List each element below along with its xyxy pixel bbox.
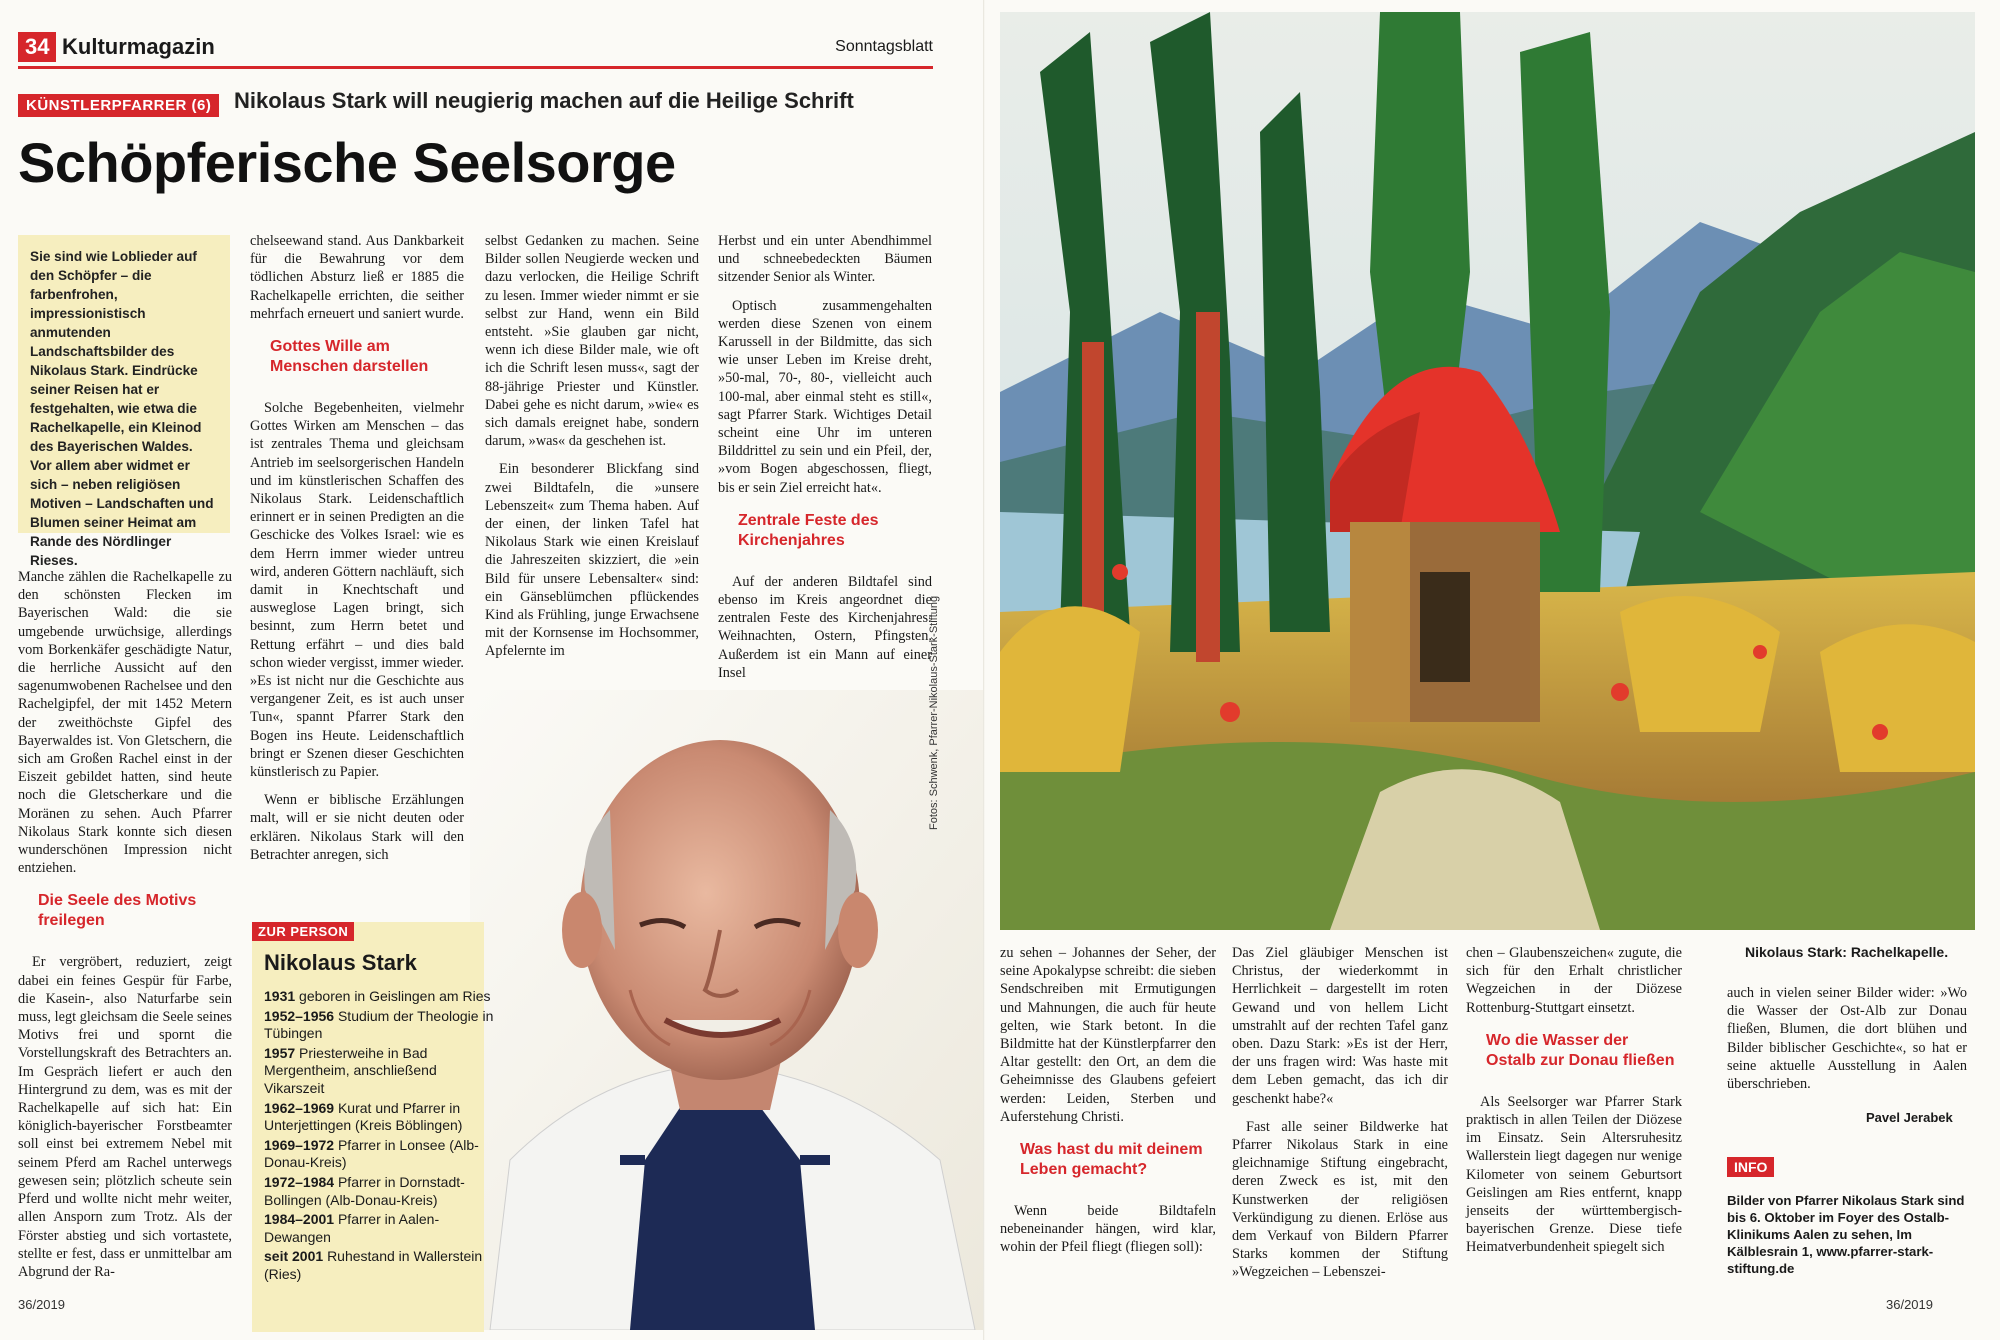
article-column-8 [1727,984,1967,1103]
paragraph: Auf der anderen Bildtafel sind ebenso im Kreis angeordnet die zentralen Feste des Kirchenjahres: Weihnachten, Ostern, Pfingsten. Außerdem ist ein Mann auf einer Insel [718,573,932,681]
timeline-row [264,1248,500,1283]
info-text: Bilder von Pfarrer Nikolaus Stark sind bis 6. Oktober im Foyer des Ostalb-Klinikums Aalen zu sehen, Im Kälblesrain 1, www.pfarrer-stark-stiftung.de [1727,1193,1965,1276]
paragraph: Das Ziel gläubiger Menschen ist Christus, der wiederkommt in Herrlichkeit – dargestellt im roten Gewand und von hellem Licht umstrahlt auf der rechten Tafel ganz oben. Dazu Stark: »Es ist der Herr, der uns fragen wird: Was haste mit dem Leben gemacht, das ich dir geschenkt habe?« [1232,945,1448,1107]
paragraph: auch in vielen seiner Bilder wider: »Wo die Wasser der Ost-Alb zur Donau fließen, Blumen, die dort blühen und Bilder biblischer Geschichte«, so hat er seine aktuelle Ausstellung in Aalen überschrieben. [1727,985,1967,1093]
timeline-year: 1957 [264,1044,296,1061]
intro-box: Sie sind wie Loblieder auf den Schöpfer – die farbenfrohen, impressionistisch anmutenden Landschaftsbilder des Nikolaus Stark. Eindrücke seiner Reisen hat er festgehalten, wie etwa die Rachelkapelle, ein Kleinod des Bayerischen Waldes. Vor allem aber widmet er sich – neben religiösen Motiven – Landschaften und Blumen seiner Heimat am Rande des Nördlinger Rieses. [18,235,230,533]
page-number: 34 [18,32,56,62]
subheading: Gottes Wille am Menschen darstellen [270,338,429,376]
timeline-year: 1962–1969 [264,1099,335,1116]
section-title: Kulturmagazin [62,34,215,59]
article-column-7 [1466,944,1682,1267]
subheading: Zentrale Feste des Kirchenjahres [738,511,879,549]
paragraph: Wenn beide Bildtafeln nebeneinander hängen, wird klar, wohin der Pfeil fliegt (fliegen soll): [1000,1203,1216,1256]
article-column-2 [250,232,464,874]
paragraph: Herbst und ein unter Abendhimmel und schneebedeckten Bäumen sitzender Senior als Winter. [718,233,932,286]
timeline-year: seit 2001 [264,1248,324,1265]
article-subtitle: Nikolaus Stark will neugierig machen auf die Heilige Schrift [234,88,854,113]
issue-number-right: 36/2019 [1886,1297,1933,1312]
article-column-6 [1232,944,1448,1292]
left-page [0,0,985,1340]
article-column-4 [718,232,932,692]
timeline-row [264,1100,500,1135]
portrait-photo [470,690,985,1330]
paragraph: Als Seelsorger war Pfarrer Stark praktisch in allen Teilen der Diözese im Einsatz. Sein Altersruhesitz Wallerstein liegt dagegen nur wenige Kilometer von seinem Geburtsort Geislingen am Ries entfernt, knapp jenseits der württembergisch-bayerischen Grenze. Diese tiefe Heimatverbundenheit spiegelt sich [1466,1093,1682,1256]
painting-caption: Nikolaus Stark: Rachelkapelle. [1745,944,1949,960]
paragraph: selbst Gedanken zu machen. Seine Bilder sollen Neugierde wecken und dazu verlocken, die Heilige Schrift zu lesen. Immer wieder nimmt er sie selbst zur Hand, wenn ein Bild entsteht. »Sie glauben gar nicht, wenn ich diese Bilder male, wie oft ich die Schrift lesen muss«, sagt der 88-jährige Priester und Künstler. Dabei gehe es nicht darum, »wie« es sich damals ereignet habe, sondern darum, »was« da geschehen ist. [485,233,699,450]
timeline-year: 1931 [264,988,296,1004]
timeline-text: Pfarrer in Dornstadt-Bollingen (Alb-Donau-Kreis) [264,1173,465,1208]
portrait-image [470,690,985,1330]
paragraph: Solche Begebenheiten, vielmehr Gottes Wirken am Menschen – das ist zentrales Thema und gleichsam Antrieb im seelsorgerischen Handeln und im künstlerischen Schaffen des Nikolaus Stark. Leidenschaftlich erinnert er in seinen Predigten an die Geschicke des Volkes Israel: wie es dem Herrn immer wieder untreu wird, anderen Göttern nachläuft, sich damit in Knechtschaft und ausweglose Lagen bringt, sich besinnt, zum Herrn betet und Rettung erfährt – und dies bald schon wieder vergisst, immer wieder. »Es ist nicht nur die Geschichte aus vergangener Zeit, es ist auch unser Tun«, spannt Pfarrer Stark den Bogen ins Heute. Leidenschaftlich bringt er Szenen dieser Geschichten künstlerisch zu Papier. [250,400,464,781]
timeline-text: Pfarrer in Lonsee (Alb-Donau-Kreis) [264,1136,479,1171]
paragraph: Er vergröbert, reduziert, zeigt dabei ein feines Gespür für Farbe, die Kasein-, also Naturfarbe sein muss, legt gleichsam die Seele seines Motivs frei und spornt die Vorstellungskraft des Betrachters an. Im Gespräch liefert er auch den Hintergrund zu dem, was es mit der Rachelkapelle auf sich hat: Ein königlich-bayerischer Forstbeamter soll einst bei extremem Nebel mit seinem Pferd am Rachel unterwegs gewesen sein; plötzlich scheute sein Pferd und wollte nicht mehr weiter, allen Ansporn zum Trotz. Als der Förster abstieg und sich vortastete, stellte er fest, dass er unmittelbar am Abgrund der Ra- [18,954,232,1280]
subheading: Was hast du mit deinem Leben gemacht? [1020,1141,1203,1179]
timeline-year: 1972–1984 [264,1173,335,1190]
article-column-3 [485,232,699,671]
info-tag: INFO [1727,1157,1774,1177]
timeline-row [264,1211,500,1246]
person-tag: ZUR PERSON [252,922,354,941]
publication-name: Sonntagsblatt [835,38,933,55]
painting-image [1000,12,1975,930]
article-column-1 [18,568,232,1291]
timeline-text: Ruhestand in Wallerstein (Ries) [264,1248,483,1282]
timeline-text: Studium der Theologie in Tübingen [264,1007,494,1042]
timeline-text: Kurat und Pfarrer in Unterjettingen (Kreis Böblingen) [264,1099,463,1134]
article-author: Pavel Jerabek [1866,1110,1953,1125]
person-timeline [264,988,500,1286]
timeline-row [264,1174,500,1209]
issue-number-left: 36/2019 [18,1297,65,1312]
person-name: Nikolaus Stark [264,950,417,975]
photo-credit: Fotos: Schwenk, Pfarrer-Nikolaus-Stark-Stiftung [928,595,940,830]
subheading: Die Seele des Motivs freilegen [38,892,197,930]
article-headline: Schöpferische Seelsorge [18,131,676,194]
timeline-year: 1969–1972 [264,1136,335,1153]
paragraph: Wenn er biblische Erzählungen malt, will er sie nicht deuten oder erklären. Nikolaus Stark will den Betrachter anregen, sich [250,792,464,863]
timeline-row [264,1008,500,1043]
timeline-row [264,988,500,1006]
timeline-text: geboren in Geislingen am Ries [299,988,491,1004]
timeline-text: Priesterweihe in Bad Mergentheim, anschließend Vikarszeit [264,1044,437,1096]
paragraph: zu sehen – Johannes der Seher, der seine Apokalypse schreibt: die sieben Sendschreiben mit Ermutigungen und Mahnungen, die auch für heute gelten, wie Stark betont. In die Bildmitte hat der Künstlerpfarrer den Altar gestellt: den Ort, an dem die Geheimnisse des Glaubens gefeiert werden: Leiden, Sterben und Auferstehung Christi. [1000,945,1216,1125]
subheading: Wo die Wasser der Ostalb zur Donau fließen [1486,1031,1675,1069]
paragraph: Ein besonderer Blickfang sind zwei Bildtafeln, die »unsere Lebenszeit« zum Thema haben. Auf der einen, der linken Tafel hat Nikolaus Stark wie einen Kreislauf die Jahreszeiten skizziert, die »ein Bild für unsere Lebensalter« sind: ein Gänseblümchen pflückendes Kind als Frühling, junge Erwachsene mit der Kornsense im Hochsommer, Apfelernte im [485,461,699,660]
timeline-text: Pfarrer in Aalen-Dewangen [264,1211,440,1245]
page-header [18,32,933,69]
series-kicker: KÜNSTLERPFARRER (6) [18,94,219,117]
paragraph: Manche zählen die Rachelkapelle zu den schönsten Flecken im Bayerischen Wald: die sie umgebende urwüchsige, allerdings vom Borkenkäfer geschädigte Natur, die herrliche Aussicht auf den sagenumwobenen Rachelsee und den Rachelgipfel, der mit 1452 Metern der zweithöchste Gipfel des Bayerwaldes ist. Von Gletschern, die sich am Großen Rachel einst in der Eiszeit gebildet hatten, sind heute noch die Gletscherkare und die Moränen zu sehen. Auch Pfarrer Nikolaus Stark konnte sich diesen wunderschönen Impression nicht entziehen. [18,569,232,877]
article-column-5 [1000,944,1216,1267]
rachelkapelle-painting [1000,12,1975,930]
timeline-year: 1984–2001 [264,1211,335,1228]
timeline-row [264,1045,500,1098]
paragraph: chelseewand stand. Aus Dankbarkeit für die Bewahrung vor dem tödlichen Absturz ließ er 1885 die Rachelkapelle errichten, die seither mehrfach erneuert und saniert wurde. [250,233,464,322]
paragraph: Fast alle seiner Bildwerke hat Pfarrer Nikolaus Stark in eine gleichnamige Stiftung eingebracht, deren Zweck es ist, mit den Kunstwerken der religiösen Verkündigung zu dienen. Erlöse aus dem Verkauf von Bildern Pfarrer Starks kommen der Stiftung »Wegzeichen – Lebenszei- [1232,1118,1448,1281]
paragraph: Optisch zusammengehalten werden diese Szenen von einem Karussell in der Bildmitte, das sich wie unser Leben im Kreise dreht, »50-mal, 70-, 80-, vielleicht auch 100-mal, aber einmal steht es still«, sagt Pfarrer Stark. Wichtiges Detail scheint eine Uhr im unteren Bilddrittel zu sein und ein Pfeil, der, »vom Bogen abgeschossen, fliegt, bis er sein Ziel erreicht hat«. [718,297,932,496]
timeline-year: 1952–1956 [264,1007,335,1024]
timeline-row [264,1137,500,1172]
paragraph: chen – Glaubenszeichen« zugute, die sich für den Erhalt christlicher Wegzeichen in der Diözese Rottenburg-Stuttgart einsetzt. [1466,945,1682,1016]
